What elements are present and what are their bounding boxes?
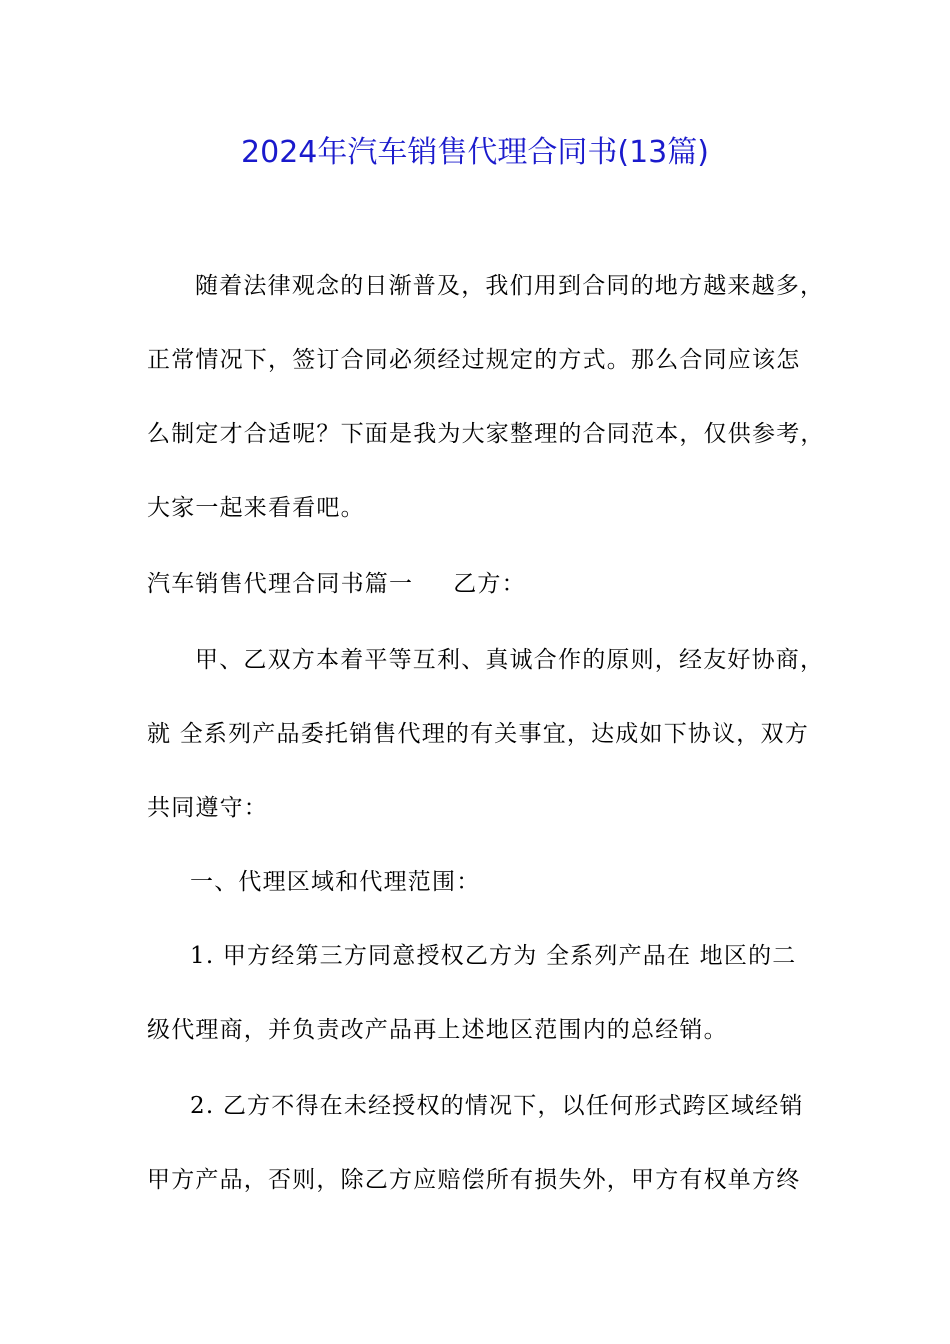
clause-heading: 一、代理区域和代理范围： [190, 869, 481, 895]
intro-line-1: 随着法律观念的日渐普及，我们用到合同的地方越来越多， [195, 273, 825, 299]
intro-line-3: 么制定才合适呢？下面是我为大家整理的合同范本，仅供参考， [147, 421, 825, 447]
clause-1-line-2: 级代理商，并负责改产品再上述地区范围内的总经销。 [147, 1017, 728, 1043]
document-title: 2024年汽车销售代理合同书(13篇) [241, 135, 709, 170]
party-b-label: 乙方： [453, 571, 526, 597]
clause-1-line-1: 1. 甲方经第三方同意授权乙方为 全系列产品在 地区的二 [190, 943, 797, 969]
section-heading-row [147, 564, 526, 604]
agreement-line-2: 就 全系列产品委托销售代理的有关事宜，达成如下协议，双方 [147, 721, 809, 747]
clause-2-line-1: 2. 乙方不得在未经授权的情况下，以任何形式跨区域经销 [190, 1093, 804, 1119]
section-heading: 汽车销售代理合同书篇一 [147, 571, 414, 597]
agreement-line-1: 甲、乙双方本着平等互利、真诚合作的原则，经友好协商， [195, 647, 825, 673]
intro-line-2: 正常情况下，签订合同必须经过规定的方式。那么合同应该怎 [147, 347, 801, 373]
agreement-line-3: 共同遵守： [147, 795, 268, 821]
clause-2-line-2: 甲方产品，否则，除乙方应赔偿所有损失外，甲方有权单方终 [147, 1167, 801, 1193]
intro-line-4: 大家一起来看看吧。 [147, 495, 365, 521]
